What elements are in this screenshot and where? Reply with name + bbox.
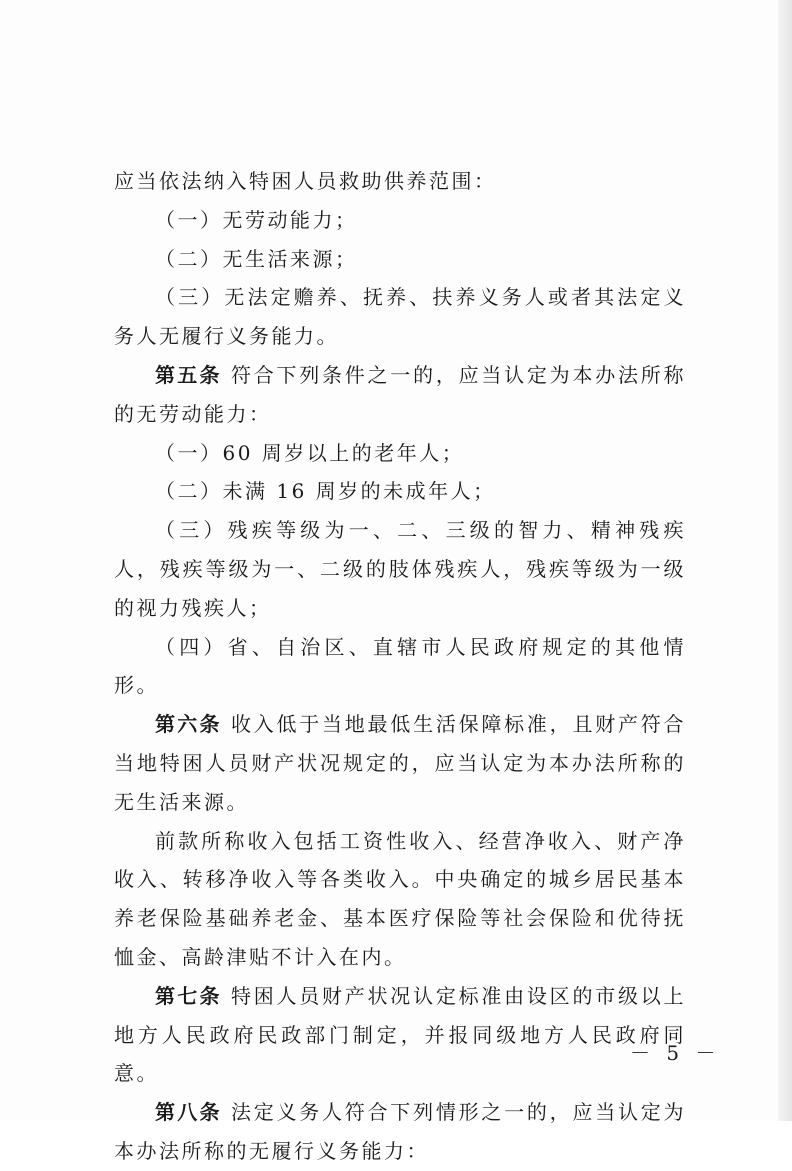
article-heading: 第七条 bbox=[155, 983, 222, 1008]
paragraph-text: （四）省、自治区、直辖市人民政府规定的其他情形。 bbox=[114, 634, 686, 698]
paragraph-text: （三）残疾等级为一、二、三级的智力、精神残疾人，残疾等级为一、二级的肢体残疾人，残疾等级为一级的视力残疾人； bbox=[114, 518, 686, 620]
article-5 bbox=[114, 356, 686, 434]
paragraph-item-2 bbox=[114, 240, 686, 279]
article-7 bbox=[114, 977, 686, 1093]
paragraph-text: 前款所称收入包括工资性收入、经营净收入、财产净收入、转移净收入等各类收入。中央确定的城乡居民基本养老保险基础养老金、基本医疗保险等社会保险和优待抚恤金、高龄津贴不计入在内。 bbox=[114, 828, 686, 969]
article-heading: 第八条 bbox=[155, 1100, 222, 1125]
paragraph-intro-continuation bbox=[114, 162, 686, 201]
paragraph-text: （二）无生活来源； bbox=[155, 246, 358, 271]
page-edge-shadow bbox=[778, 0, 792, 1121]
paragraph-item-1 bbox=[114, 201, 686, 240]
article-5-item-2 bbox=[114, 472, 686, 511]
article-6-paragraph-2 bbox=[114, 822, 686, 977]
paragraph-text: （三）无法定赡养、抚养、扶养义务人或者其法定义务人无履行义务能力。 bbox=[114, 285, 686, 349]
document-body bbox=[114, 162, 686, 1171]
article-5-item-3 bbox=[114, 511, 686, 627]
paragraph-text: （一）无劳动能力； bbox=[155, 207, 358, 232]
paragraph-text: 应当依法纳入特困人员救助供养范围： bbox=[114, 169, 497, 193]
article-text: 收入低于当地最低生活保障标准，且财产符合当地特困人员财产状况规定的，应当认定为本办法所称的无生活来源。 bbox=[114, 712, 687, 814]
article-8 bbox=[114, 1093, 686, 1171]
article-heading: 第六条 bbox=[155, 712, 222, 737]
article-5-item-4 bbox=[114, 628, 686, 706]
page-number: － 5 － bbox=[630, 1041, 721, 1065]
article-text: 法定义务人符合下列情形之一的，应当认定为本办法所称的无履行义务能力： bbox=[114, 1100, 687, 1163]
article-text: 特困人员财产状况认定标准由设区的市级以上地方人民政府民政部门制定，并报同级地方人民政府同意。 bbox=[114, 983, 687, 1086]
article-6 bbox=[114, 705, 686, 821]
paragraph-item-3 bbox=[114, 278, 686, 356]
article-heading: 第五条 bbox=[155, 362, 222, 387]
paragraph-text: （二）未满 16 周岁的未成年人； bbox=[155, 479, 496, 504]
paragraph-text: （一）60 周岁以上的老年人； bbox=[155, 440, 465, 465]
article-text: 符合下列条件之一的，应当认定为本办法所称的无劳动能力： bbox=[114, 362, 687, 426]
article-5-item-1 bbox=[114, 434, 686, 473]
